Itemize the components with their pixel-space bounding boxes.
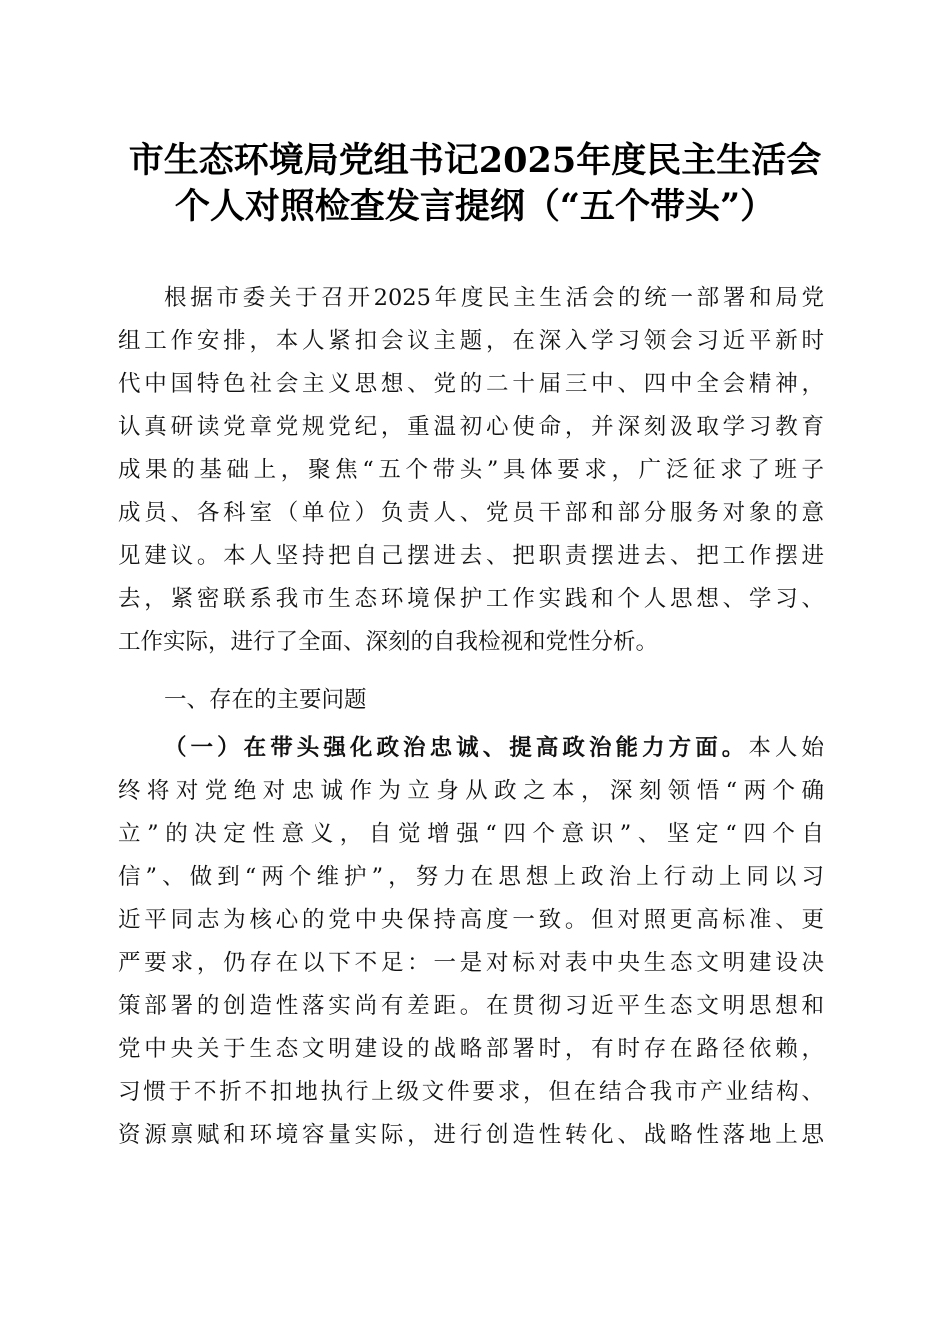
intro-paragraph-line: 组工作安排，本人紧扣会议主题，在深入学习领会习近平新时: [118, 328, 824, 354]
subsection-paragraph-line: 信”、做到“两个维护”，努力在思想上政治上行动上同以习: [118, 864, 824, 890]
intro-paragraph-line: 代中国特色社会主义思想、党的二十届三中、四中全会精神，: [118, 371, 824, 397]
document-title-line-1: 市生态环境局党组书记2025年度民主生活会: [128, 140, 822, 181]
subsection-lead: （一）在带头强化政治忠诚、提高政治能力方面。: [164, 735, 749, 761]
subsection-paragraph-line: 近平同志为核心的党中央保持高度一致。但对照更高标准、更: [118, 907, 824, 933]
subsection-paragraph-line: 严要求，仍存在以下不足：一是对标对表中央生态文明建设决: [118, 950, 824, 976]
intro-paragraph-line: 根据市委关于召开2025年度民主生活会的统一部署和局党: [164, 285, 824, 311]
subsection-paragraph-line: 策部署的创造性落实尚有差距。在贯彻习近平生态文明思想和: [118, 993, 824, 1019]
subsection-paragraph-line: 资源禀赋和环境容量实际，进行创造性转化、战略性落地上思: [118, 1122, 824, 1148]
intro-paragraph-line: 成员、各科室（单位）负责人、党员干部和部分服务对象的意: [118, 500, 824, 526]
document-title-line-2: 个人对照检查发言提纲（“五个带头”）: [174, 186, 776, 227]
subsection-first-line-text: 本人始: [748, 735, 824, 761]
subsection-paragraph-line: 终将对党绝对忠诚作为立身从政之本，深刻领悟“两个确: [118, 778, 824, 804]
subsection-paragraph-line: 立”的决定性意义，自觉增强“四个意识”、坚定“四个自: [118, 821, 824, 847]
subsection-paragraph-line: 习惯于不折不扣地执行上级文件要求，但在结合我市产业结构、: [118, 1079, 824, 1105]
intro-paragraph-line: 去，紧密联系我市生态环境保护工作实践和个人思想、学习、: [118, 586, 824, 612]
subsection-paragraph-line: 党中央关于生态文明建设的战略部署时，有时存在路径依赖，: [118, 1036, 824, 1062]
section-heading: 一、存在的主要问题: [164, 687, 367, 713]
subsection-first-line: [164, 733, 824, 763]
intro-paragraph-line: 认真研读党章党规党纪，重温初心使命，并深刻汲取学习教育: [118, 414, 824, 440]
intro-paragraph-line: 成果的基础上，聚焦“五个带头”具体要求，广泛征求了班子: [118, 457, 824, 483]
intro-paragraph-line: 见建议。本人坚持把自己摆进去、把职责摆进去、把工作摆进: [118, 543, 824, 569]
intro-paragraph-line: 工作实际，进行了全面、深刻的自我检视和党性分析。: [118, 629, 659, 655]
